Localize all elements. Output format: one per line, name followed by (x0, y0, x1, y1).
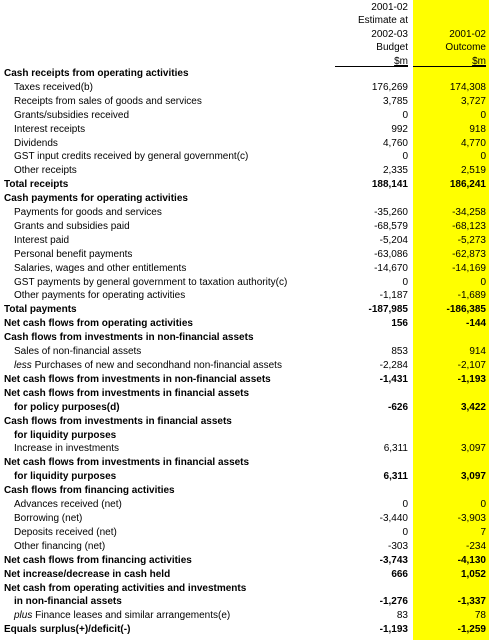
outcome-value: -3,903 (457, 512, 486, 524)
estimate-value: 853 (391, 346, 408, 358)
row-label-text: Borrowing (net) (14, 512, 83, 524)
row-label (0, 442, 335, 456)
table-row (0, 345, 489, 359)
row-label-text: Net increase/decrease in cash held (4, 568, 171, 580)
row-label (0, 526, 335, 540)
estimate-value: -63,086 (374, 248, 408, 260)
row-label-text: Grants and subsidies paid (14, 220, 130, 232)
estimate-value: 3,785 (382, 95, 408, 107)
row-label-text: Purchases of new and secondhand non-financial assets (31, 360, 282, 372)
outcome-value: 3,727 (460, 95, 486, 107)
row-label-text: Net cash flows from investments in non-financial assets (4, 373, 271, 385)
estimate-header-line: Budget (376, 42, 408, 54)
estimate-value: 156 (391, 318, 408, 330)
table-row (0, 609, 489, 623)
row-label-text: Taxes received(b) (14, 81, 93, 93)
table-row (0, 595, 489, 609)
row-label (0, 262, 335, 276)
row-label (0, 359, 335, 373)
row-label-text: for liquidity purposes (14, 429, 117, 441)
outcome-value (413, 331, 486, 345)
table-row (0, 429, 489, 443)
table-row (0, 137, 489, 151)
row-label (0, 498, 335, 512)
row-label (0, 95, 335, 109)
estimate-value: -1,187 (379, 290, 408, 302)
table-row (0, 123, 489, 137)
estimate-value: -2,284 (379, 360, 408, 372)
estimate-value: 0 (402, 109, 408, 121)
estimate-value (335, 192, 408, 206)
estimate-value: 992 (391, 123, 408, 135)
outcome-value: 918 (469, 123, 486, 135)
table-row (0, 234, 489, 248)
row-label-text: Other financing (net) (14, 540, 106, 552)
table-row (0, 220, 489, 234)
row-label (0, 401, 335, 415)
row-label (0, 470, 335, 484)
outcome-value: -14,169 (452, 262, 486, 274)
row-label-text: Grants/subsidies received (14, 109, 130, 121)
table-row (0, 470, 489, 484)
estimate-value: -303 (387, 540, 408, 552)
row-label (0, 331, 335, 345)
estimate-value: 2,335 (382, 165, 408, 177)
row-label-text: Dividends (14, 137, 58, 149)
row-label-text: Salaries, wages and other entitlements (14, 262, 187, 274)
estimate-header-units: $m (394, 55, 408, 67)
row-label (0, 317, 335, 331)
table-row (0, 526, 489, 540)
outcome-value (413, 456, 486, 470)
table-row (0, 164, 489, 178)
row-label-text: Cash payments for operating activities (4, 193, 188, 205)
row-label (0, 456, 335, 470)
row-label-text: Total payments (4, 304, 77, 316)
table-row (0, 150, 489, 164)
estimate-value: -3,440 (379, 512, 408, 524)
outcome-value (413, 192, 486, 206)
outcome-value: -5,273 (457, 234, 486, 246)
row-label (0, 415, 335, 429)
estimate-value (335, 67, 408, 81)
row-label-text: in non-financial assets (14, 596, 122, 608)
estimate-value: 0 (402, 499, 408, 511)
table-row (0, 248, 489, 262)
outcome-value: 0 (480, 151, 486, 163)
outcome-value: -234 (465, 540, 486, 552)
row-label-text: Interest paid (14, 234, 70, 246)
estimate-value (335, 484, 408, 498)
outcome-header-line: 2001-02 (449, 29, 486, 40)
estimate-value: -1,193 (379, 624, 408, 636)
outcome-value: 186,241 (449, 179, 486, 191)
estimate-value: 666 (391, 568, 408, 580)
estimate-value (335, 456, 408, 470)
estimate-column-header (335, 1, 408, 68)
estimate-value: -1,276 (379, 596, 408, 608)
row-label (0, 234, 335, 248)
table-row (0, 373, 489, 387)
estimate-header-line: Estimate at (357, 15, 408, 27)
row-label-text: Net cash flows from investments in financial assets (4, 387, 250, 399)
outcome-value: 0 (480, 499, 486, 511)
table-row (0, 276, 489, 290)
outcome-value: -34,258 (452, 207, 486, 219)
table-row (0, 206, 489, 220)
outcome-header-line: Outcome (445, 42, 486, 54)
row-label (0, 595, 335, 609)
row-label (0, 540, 335, 554)
table-row (0, 289, 489, 303)
outcome-value (413, 415, 486, 429)
table-row (0, 192, 489, 206)
table-row (0, 442, 489, 456)
row-label-text: Net cash flows from financing activities (4, 554, 192, 566)
row-label-text: GST input credits received by general government(c) (14, 151, 249, 163)
outcome-column-header (413, 28, 486, 68)
row-label-text: Total receipts (4, 179, 69, 191)
estimate-value: -3,743 (379, 554, 408, 566)
row-label (0, 429, 335, 443)
row-label-text: for liquidity purposes (14, 471, 117, 483)
outcome-value (413, 429, 486, 443)
cash-flow-table (0, 66, 489, 637)
outcome-value: 0 (480, 109, 486, 121)
table-row (0, 331, 489, 345)
table-row (0, 303, 489, 317)
estimate-value: -626 (387, 401, 408, 413)
outcome-value (413, 67, 486, 81)
estimate-value: -5,204 (379, 234, 408, 246)
estimate-value: 0 (402, 526, 408, 538)
table-row (0, 568, 489, 582)
outcome-value: 78 (474, 610, 486, 622)
outcome-value: -2,107 (457, 360, 486, 372)
table-row (0, 540, 489, 554)
row-label (0, 81, 335, 95)
table-row (0, 582, 489, 596)
row-label (0, 137, 335, 151)
row-label (0, 164, 335, 178)
table-row (0, 317, 489, 331)
estimate-value: 188,141 (371, 179, 408, 191)
table-row (0, 415, 489, 429)
estimate-value: -68,579 (374, 220, 408, 232)
outcome-value: -62,873 (452, 248, 486, 260)
outcome-value: -144 (465, 318, 486, 330)
outcome-value: 2,519 (460, 165, 486, 177)
outcome-value: -186,385 (446, 304, 486, 316)
table-row (0, 359, 489, 373)
outcome-value: 3,097 (460, 443, 486, 455)
outcome-value (413, 582, 486, 596)
table-row (0, 95, 489, 109)
estimate-value: 83 (396, 610, 408, 622)
estimate-header-line: 2002-03 (371, 28, 408, 40)
row-label-text: Deposits received (net) (14, 526, 117, 538)
table-row (0, 401, 489, 415)
row-label (0, 303, 335, 317)
row-label-text: Net cash flows from investments in financial assets (4, 457, 250, 469)
estimate-value: 4,760 (382, 137, 408, 149)
outcome-header-units: $m (472, 55, 486, 67)
row-label-text: for policy purposes(d) (14, 401, 120, 413)
outcome-value: -68,123 (452, 220, 486, 232)
estimate-header-line: 2001-02 (371, 2, 408, 13)
estimate-value: -1,431 (379, 373, 408, 385)
outcome-value: -1,259 (457, 624, 486, 636)
row-label (0, 109, 335, 123)
estimate-value: 0 (402, 151, 408, 163)
row-label-text: GST payments by general government to taxation authority(c) (14, 276, 288, 288)
row-label (0, 206, 335, 220)
row-label-text: Cash receipts from operating activities (4, 67, 189, 79)
row-label (0, 192, 335, 206)
estimate-value: 6,311 (383, 471, 408, 483)
table-row (0, 81, 489, 95)
outcome-value: -1,337 (457, 596, 486, 608)
table-row (0, 623, 489, 637)
row-label (0, 220, 335, 234)
row-label-text: Net cash flows from operating activities (4, 318, 193, 330)
outcome-value: 1,052 (460, 568, 486, 580)
outcome-value: 914 (469, 346, 486, 358)
table-row (0, 178, 489, 192)
outcome-value: 7 (480, 526, 486, 538)
estimate-value: -14,670 (374, 262, 408, 274)
row-label (0, 67, 335, 81)
outcome-value: -4,130 (457, 554, 486, 566)
row-label-text: Personal benefit payments (14, 248, 133, 260)
row-label (0, 276, 335, 290)
outcome-value: -1,193 (457, 373, 486, 385)
outcome-value: 3,422 (460, 401, 486, 413)
table-row (0, 498, 489, 512)
table-row (0, 484, 489, 498)
row-label-text: Other receipts (14, 165, 77, 177)
row-label-text: Receipts from sales of goods and services (14, 95, 202, 107)
row-label (0, 345, 335, 359)
table-row (0, 512, 489, 526)
row-label-prefix: less (14, 360, 32, 372)
row-label-text: Cash flows from investments in financial assets (4, 415, 232, 427)
estimate-value (335, 429, 408, 443)
row-label (0, 512, 335, 526)
row-label-text: Payments for goods and services (14, 207, 162, 219)
row-label (0, 387, 335, 401)
outcome-value: 3,097 (460, 471, 486, 483)
row-label-prefix: plus (14, 610, 33, 622)
estimate-value (335, 415, 408, 429)
row-label (0, 289, 335, 303)
outcome-value: 174,308 (449, 81, 486, 93)
estimate-value: 176,269 (371, 81, 408, 93)
estimate-value (335, 582, 408, 596)
row-label-text: Cash flows from financing activities (4, 485, 175, 497)
outcome-value: 4,770 (460, 137, 486, 149)
outcome-value (413, 387, 486, 401)
row-label-text: Advances received (net) (14, 499, 122, 511)
estimate-value (335, 331, 408, 345)
row-label (0, 582, 335, 596)
row-label (0, 248, 335, 262)
row-label-text: Equals surplus(+)/deficit(-) (4, 624, 131, 636)
estimate-value (335, 387, 408, 401)
row-label (0, 373, 335, 387)
row-label (0, 623, 335, 637)
row-label (0, 484, 335, 498)
row-label (0, 150, 335, 164)
row-label-text: Cash flows from investments in non-financial assets (4, 332, 254, 344)
row-label-text: Net cash from operating activities and investments (4, 582, 247, 594)
row-label (0, 609, 335, 623)
row-label (0, 123, 335, 137)
estimate-value: 6,311 (383, 443, 408, 455)
row-label (0, 568, 335, 582)
estimate-value: -35,260 (374, 207, 408, 219)
row-label-text: Increase in investments (14, 443, 120, 455)
row-label-text: Other payments for operating activities (14, 290, 186, 302)
table-row (0, 456, 489, 470)
row-label-text: Finance leases and similar arrangements(e) (32, 610, 231, 622)
table-row (0, 262, 489, 276)
table-row (0, 67, 489, 81)
table-row (0, 109, 489, 123)
estimate-value: 0 (402, 276, 408, 288)
row-label (0, 178, 335, 192)
row-label (0, 554, 335, 568)
estimate-value: -187,985 (368, 304, 408, 316)
row-label-text: Interest receipts (14, 123, 86, 135)
table-row (0, 387, 489, 401)
outcome-value (413, 484, 486, 498)
outcome-value: 0 (480, 276, 486, 288)
table-row (0, 554, 489, 568)
outcome-value: -1,689 (457, 290, 486, 302)
row-label-text: Sales of non-financial assets (14, 346, 142, 358)
